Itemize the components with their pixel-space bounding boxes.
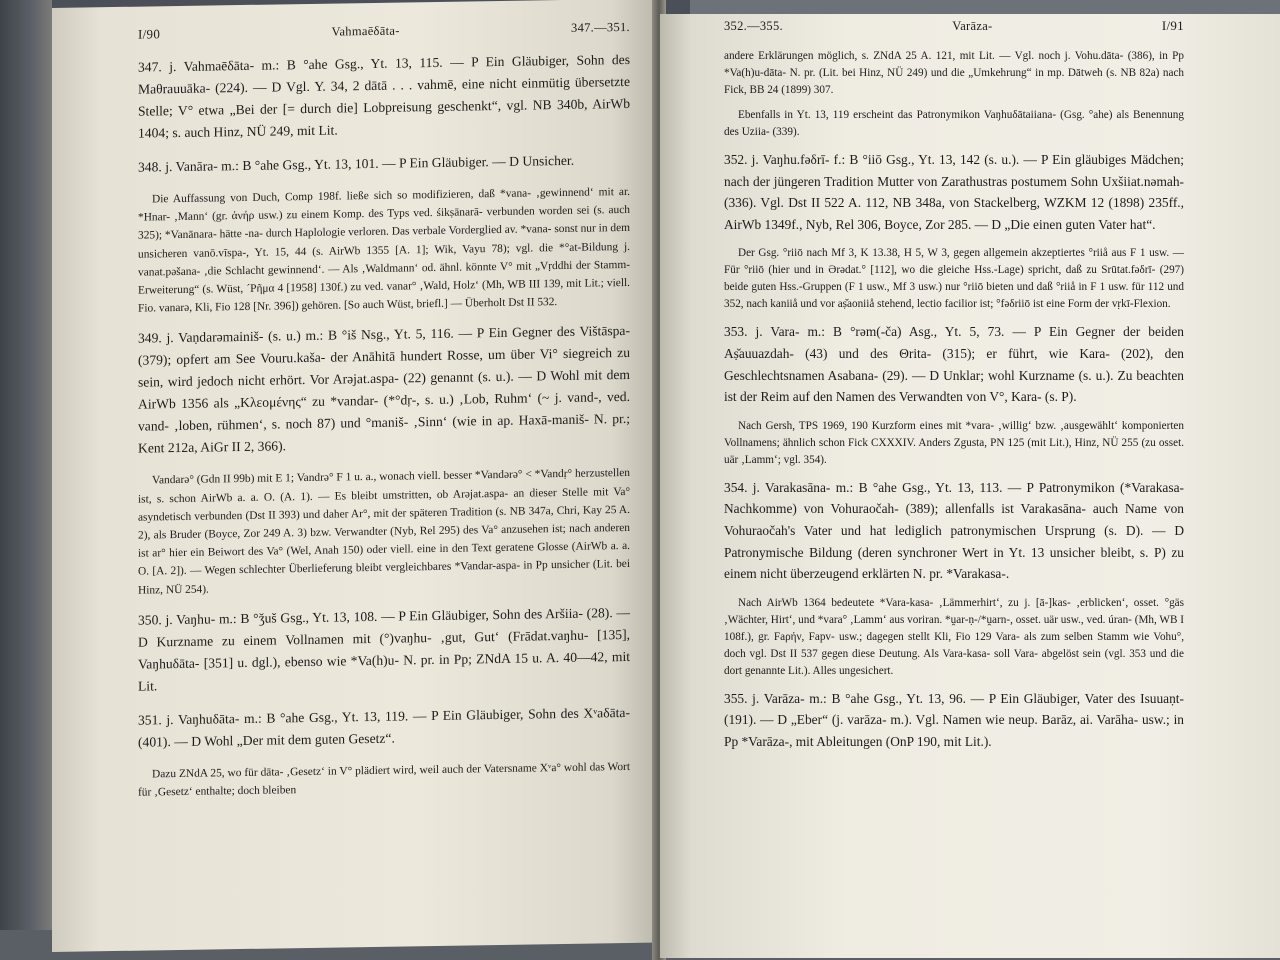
dictionary-entry: 349. j. Vaṇdarəmainiš- (s. u.) m.: B °iš Nsg., Yt. 5, 116. — P Ein Gegner des Vištāspa- (379); opfert am See Vouru.kaša- der Anāhitā hundert Rosse, um über Vi° siegreich zu sein, wird jedoch nicht erhört. Vor Arəjat.aspa- (22) genannt (s. u.). — D Wohl mit dem AirWb 1356 als „Κλεομένης“ zu *vandar- (*°dṛ-, s. u.) ‚Lob, Ruhm‘ (~ j. vand-, ved. vand- ‚loben, rühmen‘, s. noch 87) und °maniš- ‚Sinn‘ (wie in ap. Haxā-maniš- N. pr.; Kent 212a, AiGr II 2, 366). [138,323,630,457]
entry-note: Nach Gersh, TPS 1969, 190 Kurzform eines mit *vara- ‚willig‘ bzw. ‚ausgewählt‘ komponierten Vollnamens; ähnlich schon Fick CXXXIV. Anders Zgusta, PN 125 (mit Lit.), Hinz, NÜ 255 (zu osset. uär ‚Lamm‘; vgl. 354). [724,419,1184,466]
dictionary-entry: 354. j. Varakasāna- m.: B °ahe Gsg., Yt. 13, 113. — P Patronymikon (*Varakasa-Nachkomme) von Vohuraočah- (389); allenfalls ist Varakasāna- auch Name von Vohuraočah's Vater und hat lediglich patronymischen Ursprung (s. D). — D Patronymische Bildung (deren synchroner Wert in Yt. 13 unsicher bleibt, s. P) zu einem nicht überzeugend erklärten N. pr. *Varakasa-. [724,479,1184,582]
left-running-head [138,19,630,43]
right-entry-range: 352.—355. [724,19,783,33]
dictionary-entry: 353. j. Vara- m.: B °rəm(-ča) Asg., Yt. 5, 73. — P Ein Gegner der beiden Aṣ̌auuazdah- (43) und des Θrita- (315); er führt, wie Kara- (202), den Geschlechtsnamen Asabana- (29). — D Unklar; wohl Kurzname (s. u.). Zu beachten ist der Reim auf den Namen des Verwandten von V°, Kara- (s. P). [724,324,1184,405]
entry-note: Dazu ZNdA 25, wo für dāta- ‚Gesetz‘ in V° plädiert wird, weil auch der Vatersname Xᵛa° wohl das Wort für ‚Gesetz‘ enthalte; doch bleiben [138,760,630,799]
right-running-head [724,18,1184,34]
entry-note: Nach AirWb 1364 bedeutete *Vara-kasa- ‚Lämmerhirt‘, zu j. [ā-]kas- ‚erblicken‘, osset. °gäs ‚Wächter, Hirt‘, und *vara° ‚Lamm‘ aus voriran. *ṷar-ṇ-/*ṷarn-, osset. uär usw., ved. úran- (Mh, WB I 108f.), gr. Faρήν, Fapv- usw.; dagegen stellt Kli, Fio 129 Vara- als zum selben Stamm wie Vohu°, doch vgl. Dst II 537 gegen diese Deutung. Als Vara-kasa- soll Vara- abgelöst sein (vgl. 353 und die dort genannte Lit.). Alles ungesichert. [724,596,1184,677]
left-running-title: Vahmaēδāta- [331,23,400,39]
right-page [660,14,1280,958]
left-page [52,0,660,952]
entry-note: Die Auffassung von Duch, Comp 198f. ließe sich so modifizieren, daß *vana- ‚gewinnend‘ mit ar. *Hnar- ‚Mann‘ (gr. ἀνήρ usw.) zu einem Komp. des Typs ved. śikṣānarā- verbunden worden sei (s. auch 325); *Vanānara- hätte -na- durch Haplologie verloren. Das verbale Vorderglied av. *vana- sonst nur in dem unsicheren vanō.vīspa-, Yt. 15, 44 (s. AirWb 1355 [A. 1]; Wik, Vayu 78); vgl. die *°at-Bildung j. vanat.pəšana- ‚die Schlacht gewinnend‘. — Als ‚Waldmann‘ od. ähnl. könnte V° mit „Vṛddhi der Stamm-Erweiterung“ (s. Wüst, ´Pῆμα 4 [1958] 130f.) zu ved. vanar° ‚Wald, Holz‘ (Mh, WB III 139, mit Lit.; viell. Fio. vanarə, Kli, Fio 128 [Nr. 396]) gehören. [So auch Wüst, briefl.] — Überholt Dst II 532. [138,185,630,315]
left-entry-range: 347.—351. [571,19,630,35]
entry-note: Der Gsg. °riiō nach Mf 3, K 13.38, H 5, W 3, gegen allgemein akzeptiertes °riiå aus F 1 usw. — Für °riiō (hier und in Ərədat.° [112], wo die gleiche Hss.-Lage) spricht, daß zu Srūtat.fəδrī- (297) beide guten Hss.-Gruppen (F 1 usw., Mf 3 usw.) nur °riiō bieten und daß °riiå in F 1 usw. für 112 und 352, nach kaniiå und vor aṣ̌aoniiå stehend, lectio facilior ist; °fəδriiō ist eine Form der vṛkī-Flexion. [724,247,1184,311]
dictionary-entry: 355. j. Varāza- m.: B °ahe Gsg., Yt. 13, 96. — P Ein Gläubiger, Vater des Isuuaṇt- (191). — D „Eber“ (j. varāza- m.). Vgl. Namen wie neup. Barāz, ai. Varāha- usw.; in Pp *Varāza-, mit Ableitungen (OnP 190, mit Lit.). [724,690,1184,749]
dictionary-entry: 351. j. Vaŋhuδāta- m.: B °ahe Gsg., Yt. 13, 119. — P Ein Gläubiger, Sohn des Xᵛaδāta- (401). — D Wohl „Der mit dem guten Gesetz“. [138,704,630,750]
book-edge-left [0,0,52,960]
dictionary-entry: 348. j. Vanāra- m.: B °ahe Gsg., Yt. 13, 101. — P Ein Gläubiger. — D Unsicher. [138,152,575,175]
right-page-number: I/91 [1161,18,1184,33]
dictionary-entry: 347. j. Vahmaēδāta- m.: B °ahe Gsg., Yt. 13, 115. — P Ein Gläubiger, Sohn des Maθrauuāka- (224). — D Vgl. Y. 34, 2 dātā . . . vahmē, eine nicht einmütig übersetzte Stelle; V° etwa „Bei der [= durch die] Lobpreisung geschenkt“, vgl. NB 340b, AirWb 1404; s. auch Hinz, NÜ 249, mit Lit. [138,51,630,141]
left-entries [138,49,630,802]
right-running-title: Varāza- [952,19,993,33]
entry-note: andere Erklärungen möglich, s. ZNdA 25 A. 121, mit Lit. — Vgl. noch j. Vohu.dāta- (386), in Pp *Va(h)u-dāta- N. pr. (Lit. bei Hinz, NÜ 249) und die „Umkehrung“ in mp. Dātweh (s. NB 82a) nach Fick, BB 24 (1899) 307. [724,50,1184,96]
entry-note: Vandarə° (Gdn II 99b) mit E 1; Vandrə° F 1 u. a., wonach viell. besser *Vandərə° < *Vandṛ° herzustellen ist, s. schon AirWb a. a. O. (A. 1). — Es bleibt umstritten, ob Arəjat.aspa- an dieser Stelle mit Va° asyndetisch verbunden (Dst II 393) und daher Ar°, mit der späteren Tradition (s. NB 347a, Chri, Kay 25 A. 2), als Bruder (Boyce, Zor 249 A. 3) bzw. Verwandter (Nyb, Rel 295) des Va° anzusehen ist; nach anderen ist ar° hier ein Beiwort des Va° (Wel, Anah 150) oder viell. eine in den Text geratene Glosse (AirWb a. a. O. [A. 2]). — Wegen schlechter Überlieferung bleibt vergleichbares *Vandar-aspa- in Pp unsicher (Lit. bei Hinz, NÜ 254). [138,467,630,597]
dictionary-entry: 352. j. Vaŋhu.fəδrī- f.: B °iiō Gsg., Yt. 13, 142 (s. u.). — P Ein gläubiges Mädchen; nach der jüngeren Tradition Mutter von Zarathustras postumem Sohn Uxšiiat.nəmah- (336). Vgl. Dst II 522 A. 112, NB 348a, von Stackelberg, WZKM 12 (1898) 235ff., AirWb 1349f., Nyb, Rel 306, Boyce, Zor 285. — D „Die einen guten Vater hat“. [724,152,1184,232]
dictionary-entry: 350. j. Vaŋhu- m.: B °ǯuš Gsg., Yt. 13, 108. — P Ein Gläubiger, Sohn des Aršiia- (28). — D Kurzname zu einem Vollnamen mit (°)vaŋhu- ‚gut, Gut‘ (Frādat.vaŋhu- [135], Vaŋhuδāta- [351] u. dgl.), ebenso wie *Va(h)u- N. pr. in Pp; ZNdA 15 u. A. 40—42, mit Lit. [138,604,630,694]
left-page-number: I/90 [138,26,161,42]
entry-note: Ebenfalls in Yt. 13, 119 erscheint das Patronymikon Vaŋhuδātaiiana- (Gsg. °ahe) als Benennung des Uziia- (339). [724,109,1184,138]
right-entries [724,48,1184,753]
